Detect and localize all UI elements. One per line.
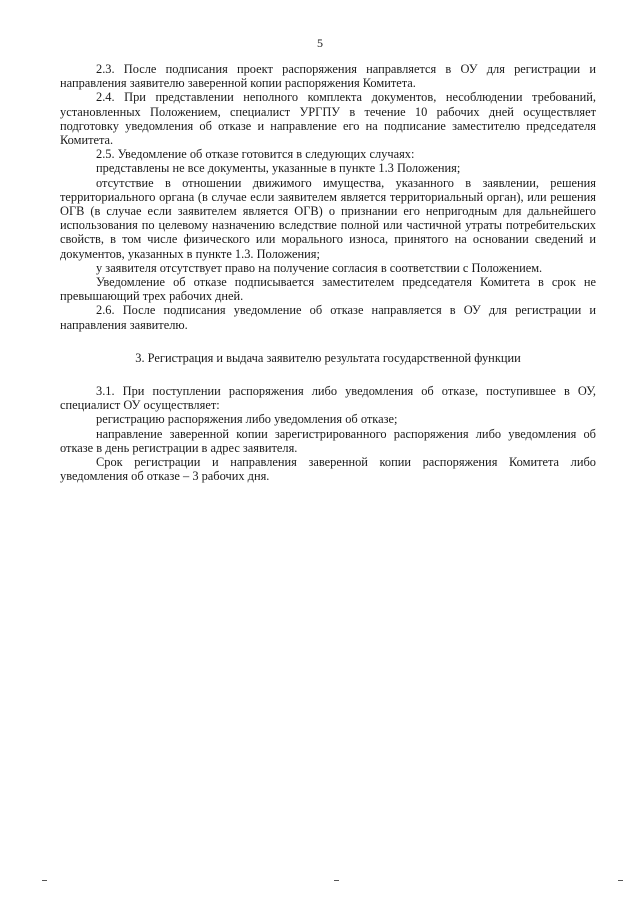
list-item: у заявителя отсутствует право на получение согласия в соответствии с Положением.	[96, 260, 543, 275]
paragraph-2-4: 2.4. При представлении неполного комплекта документов, несоблюдении требований, установленных Положением, специалист УРГПУ в течение 10 рабочих дней осуществляет подготовку уведомления об отказе и направление его на подписание заместителю председателя Комитета.	[60, 90, 596, 148]
paragraph-2-3: 2.3. После подписания проект распоряжения направляется в ОУ для регистрации и направления заявителю заверенной копии распоряжения Комитета.	[60, 62, 596, 91]
paragraph-2-5: 2.5. Уведомление об отказе готовится в следующих случаях:	[96, 147, 415, 162]
list-item: регистрацию распоряжения либо уведомления об отказе;	[96, 412, 398, 427]
paragraph: Срок регистрации и направления заверенной копии распоряжения Комитета либо уведомления об отказе – 3 рабочих дня.	[60, 455, 596, 484]
list-item: представлены не все документы, указанные в пункте 1.3 Положения;	[96, 161, 461, 176]
list-item: отсутствие в отношении движимого имущества, указанного в заявлении, решения территориального органа (в случае если заявителем является территориальный орган), или решения ОГВ (в случае если заявителем является ОГВ) о признании его непригодным для дальнейшего использования по целевому назначению вследствие полной или частичной утраты потребительских свойств, в том числе физического или морального износа, принятого на основании сведений и документов, указанных в пункте 1.3. Положения;	[60, 175, 596, 261]
scan-mark	[618, 880, 623, 881]
section-heading: 3. Регистрация и выдача заявителю результата государственной функции	[135, 350, 521, 365]
scan-mark	[42, 880, 47, 881]
list-item: направление заверенной копии зарегистрированного распоряжения либо уведомления об отказе в день регистрации в адрес заявителя.	[60, 426, 596, 455]
paragraph-3-1: 3.1. При поступлении распоряжения либо уведомления об отказе, поступившее в ОУ, специалист ОУ осуществляет:	[60, 384, 596, 413]
paragraph-2-6: 2.6. После подписания уведомление об отказе направляется в ОУ для регистрации и направления заявителю.	[60, 303, 596, 332]
document-body	[60, 62, 596, 483]
paragraph: Уведомление об отказе подписывается заместителем председателя Комитета в срок не превышающий трех рабочих дней.	[60, 275, 596, 304]
scan-mark	[334, 880, 339, 881]
page-number: 5	[317, 36, 323, 50]
